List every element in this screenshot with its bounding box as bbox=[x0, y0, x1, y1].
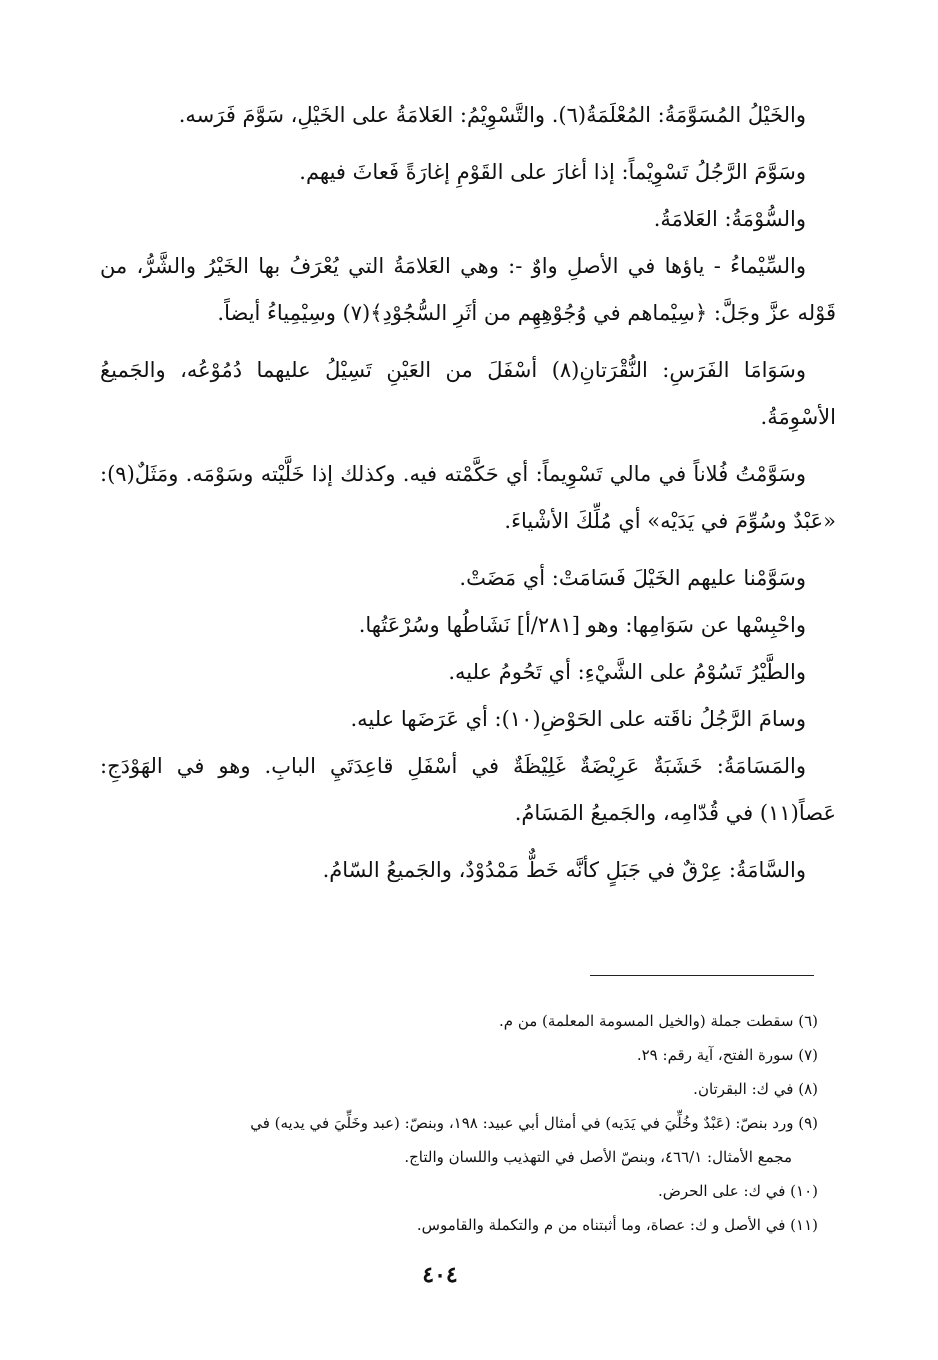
footnotes bbox=[100, 1004, 818, 1242]
footnote-8: (٨) في ك: البقرتان. bbox=[693, 1080, 818, 1098]
paragraph: والخَيْلُ المُسَوَّمَةُ: المُعْلَمَةُ(٦). والتَّسْوِيْمُ: العَلامَةُ على الخَيْلِ، سَوَّمَ فَرَسه. bbox=[178, 103, 806, 127]
footnote-9-line-1: (٩) ورد بنصّ: (عَبْدٌ وخُلِّيَ في يَدَيه) في أمثال أبي عبيد: ١٩٨، وبنصّ: (عبد وخَلِّيَ في يديه) في bbox=[250, 1114, 818, 1132]
footnote-9 bbox=[100, 1106, 818, 1174]
paragraph: والمَسَامَةُ: خَشَبَةٌ عَرِيْضَةٌ غَلِيْظَةٌ في أسْفَلِ قاعِدَتَيِ البابِ. وهو في الهَوْدَجِ: عَصاً(١١) في قُدّامِه، والجَميعُ المَسَامُ. bbox=[100, 754, 836, 825]
footnote-10: (١٠) في ك: على الحرض. bbox=[657, 1182, 818, 1200]
paragraph: وسَوَّمْنا عليهم الخَيْلَ فَسَامَتْ: أي مَضَتْ. bbox=[459, 566, 806, 590]
paragraph: وسَوَّمْتُ فُلاناً في مالي تَسْوِيماً: أي حَكَّمْته فيه. وكذلك إذا خَلَّيْته وسَوْمَه. ومَثَلٌ(٩): «عَبْدٌ وسُوِّمَ في يَدَيْه» أي مُلِّكَ الأشْياءَ. bbox=[100, 462, 836, 533]
footnote-11: (١١) في الأصل و ك: عصاة، وما أثبتناه من م والتكملة والقاموس. bbox=[416, 1216, 818, 1234]
paragraph: والطَّيْرُ تَسُوْمُ على الشَّيْءِ: أي تَحُومُ عليه. bbox=[448, 660, 806, 684]
paragraph: واحْبِسْها عن سَوَامِها: وهو [٢٨١/أ] نَشَاطُها وسُرْعَتُها. bbox=[358, 613, 806, 637]
footnote-6: (٦) سقطت جملة (والخيل المسومة المعلمة) من م. bbox=[499, 1012, 818, 1030]
page-number: ٤٠٤ bbox=[422, 1262, 458, 1288]
paragraph: والسُّوْمَةُ: العَلامَةُ. bbox=[653, 207, 806, 231]
footnote-separator bbox=[590, 975, 814, 976]
footnote-7: (٧) سورة الفتح، آية رقم: ٢٩. bbox=[636, 1046, 818, 1064]
paragraph: وسَوَامَا الفَرَسِ: النُّقْرَتانِ(٨) أسْفَلَ من العَيْنِ تَسِيْلُ عليهما دُمُوْعُه، والجَميعُ الأسْوِمَةُ. bbox=[100, 358, 836, 429]
main-text bbox=[100, 92, 836, 894]
paragraph: وسامَ الرَّجُلُ ناقَته على الحَوْضِ(١٠): أي عَرَضَها عليه. bbox=[350, 707, 806, 731]
paragraph: والسِّيْماءُ - ياؤها في الأصلِ واوٌ -: وهي العَلامَةُ التي يُعْرَفُ بها الخَيْرُ والشَّرُّ، من قَوْله عزَّ وجَلَّ: ﴿سِيْماهم في وُجُوْهِهِم من أثَرِ السُّجُوْدِ﴾(٧) وسِيْمِياءُ أيضاً. bbox=[100, 254, 836, 325]
footnote-9-line-2: مجمع الأمثال: ٤٦٦/١، وبنصّ الأصل في التهذيب واللسان والتاج. bbox=[404, 1148, 792, 1166]
paragraph: والسَّامَةُ: عِرْقٌ في جَبَلٍ كأنَّه خَطٌّ مَمْدُوْدٌ، والجَميعُ السّامُ. bbox=[322, 858, 806, 882]
paragraph: وسَوَّمَ الرَّجُلُ تَسْوِيْماً: إذا أغارَ على القَوْمِ إغارَةً فَعاثَ فيهم. bbox=[299, 160, 806, 184]
